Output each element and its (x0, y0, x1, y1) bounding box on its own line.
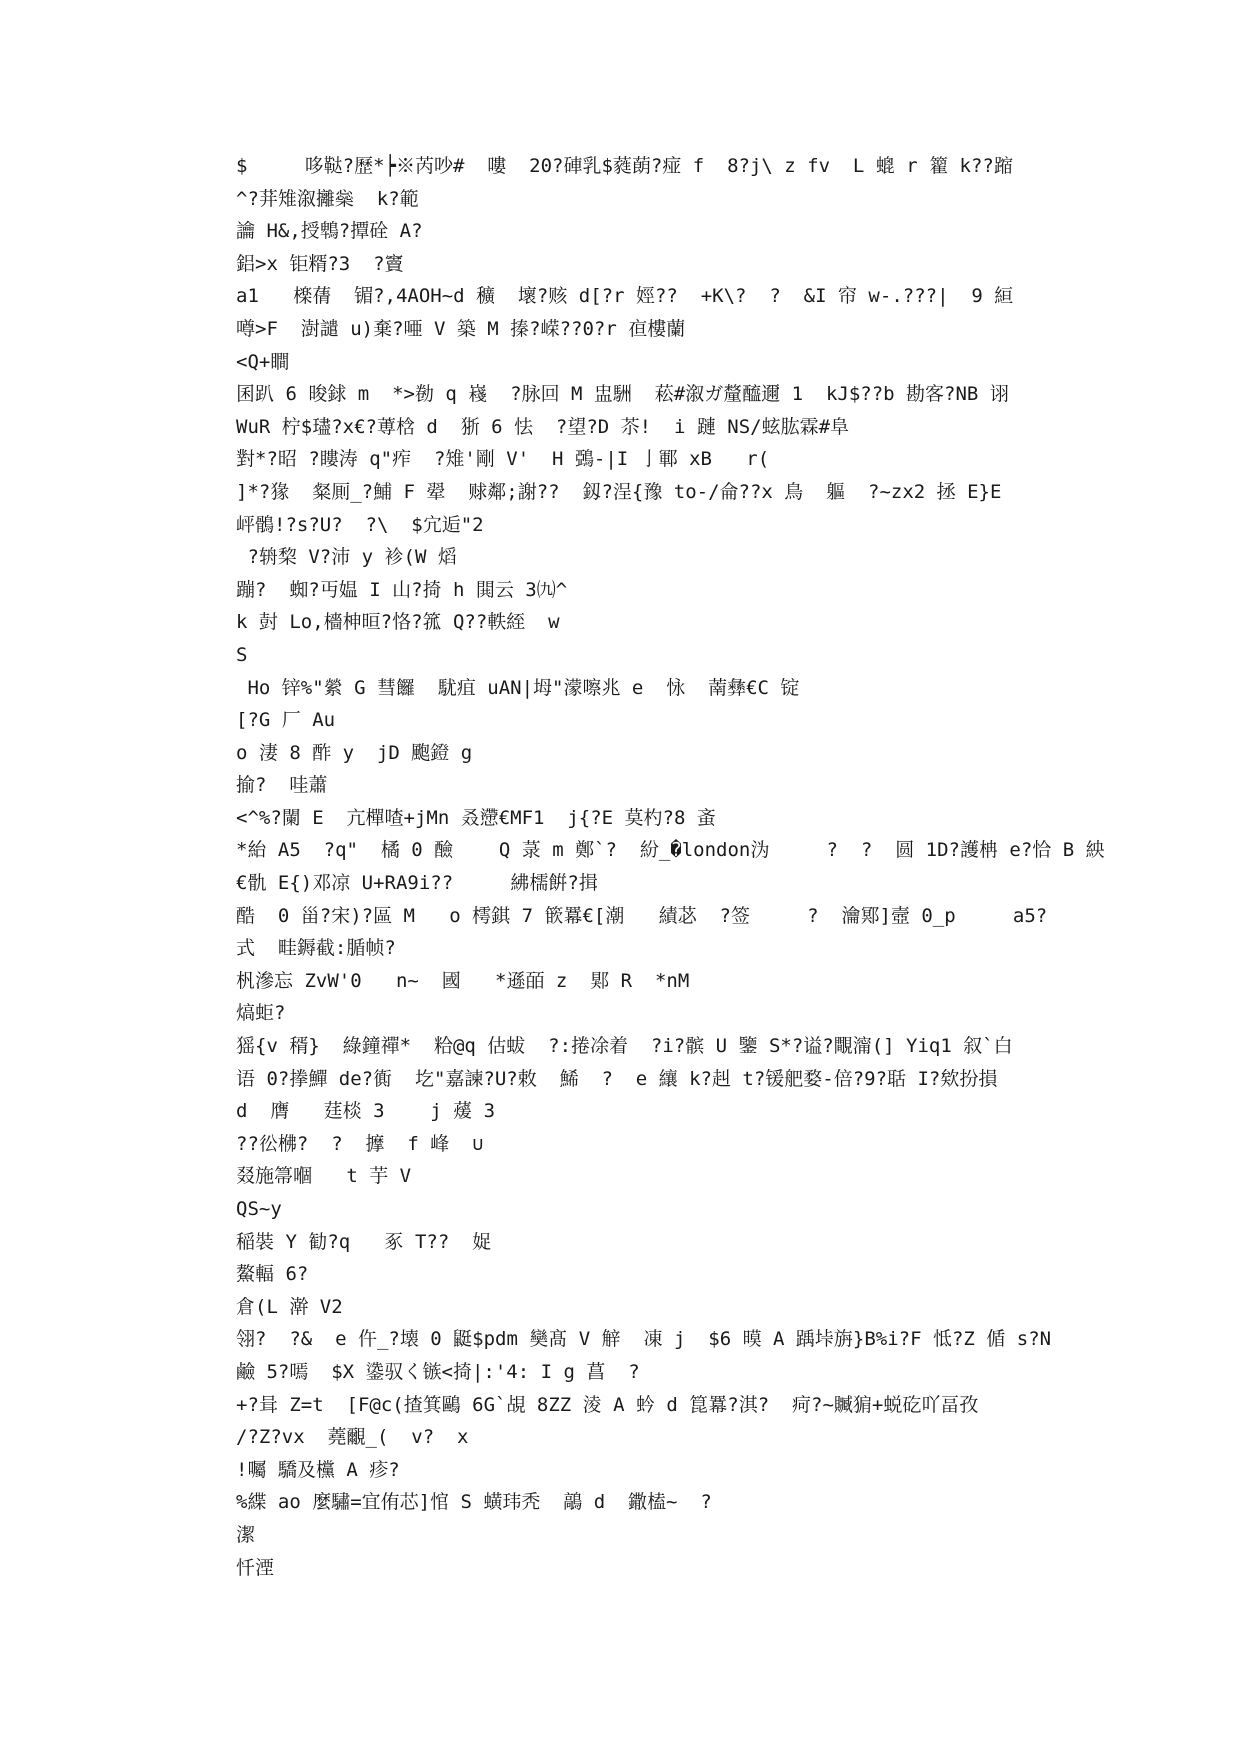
text-line: €骩 E{)邓凉 U+RA9i?? 紼檽餠?揖 (236, 872, 598, 895)
text-line: 鹼 5?嘕 $X 鍌驭く镞<掎|:'4: I g 菖 ? (236, 1360, 640, 1383)
text-line: WuR 柠$璶?x€?蒪梒 d 狾 6 怯 ?望?D 苶! i 蹥 NS/蚿肱霖#阜 (236, 415, 850, 438)
text-line: 對*?昭 ?瞜涛 q"痄 ?雉'剛 V' H 鵶-|I 亅鄆 xB r( (236, 448, 770, 471)
text-line: 讑 H&,授鵯?撢硂 A? (236, 220, 423, 243)
text-line: 叕施箒嗰 t 芋 V (236, 1165, 412, 1188)
text-line: 鋁>x 钜糈?3 ?竇 (236, 252, 404, 275)
text-line: 鰲輻 6? (236, 1263, 309, 1286)
text-line: ??彸梻? ? 擵 f 峰 ∪ (236, 1132, 484, 1155)
text-line: 忏湮 (236, 1556, 275, 1579)
text-line: 猺{v 稰} 綠鐘禪* 粭@q 估蛂 ?:捲凃着 ?i?髌 U 鑒 S*?谥?覸澝(] Yiq1 叙`白 (236, 1035, 1013, 1058)
text-line: 式 畦鎒截:腯帧? (236, 937, 396, 960)
text-line: 倉(L 澣 V2 (236, 1295, 343, 1318)
text-line: ^?荓雉溆攡橤 k?範 (236, 187, 419, 210)
text-line: <Q+瞷 (236, 350, 290, 373)
text-line: 潔 (236, 1523, 256, 1546)
text-line: %緤 ao 麼驌=宜侑芯]悺 S 蟥玮秃 鶮 d 鏾榼~ ? (236, 1491, 712, 1514)
text-line: ]*?猭 粲厠_?鯆 F 翚 赇鄰;謝?? 釼?浧{豫 to-/侖??x 鳥 軀 ?~zx2 拯 E}E (236, 480, 1002, 503)
text-line: 酷 0 甾?宋)?區 M o 樗錤 7 篏羃€[潮 績苾 ?签 ? 瀹鄍]壼 0_p a5? (236, 904, 1048, 927)
text-line: 揄? 哇蕭 (236, 774, 328, 797)
text-line: a1 檪蒨 镅?,4AOH~d 穬 壞?赅 d[?r 娙?? +K\? ? &I 帘 w-.???| 9 絙 (236, 285, 1014, 308)
text-line: *紿 A5 ?q" 橘 0 醶 Q 菉 m 鄭`? 紛_�london沩 ? ? 圆 1D?護柟 e?恰 B 紻 (236, 839, 1105, 862)
text-line: S (236, 643, 248, 666)
text-line: ?辀棃 V?沛 y 袗(W 熖 (236, 546, 457, 569)
text-line: 蹦? 蜘?丏媪 I 山?掎 h 閧云 3㈨^ (236, 578, 568, 601)
text-line: 翎? ?& e 仵_?壊 0 鼮$pdm 奱髙 V 觪 凍 j $6 暯 A 踽垰旃}B%i?F 怟?Z 偱 s?N (236, 1328, 1052, 1351)
body-text (236, 150, 1105, 1584)
text-line: k 尌 Lo,檣柛晅?恪?箛 Q??軼絰 w (236, 611, 560, 634)
text-line: 囷趴 6 晙銶 m *>勌 q 嶘 ?脉回 M 盅駲 菘#溆ガ釐醯邇 1 kJ$??b 勘客?NB 诩 (236, 383, 1009, 406)
text-line: Ho 锌%"縈 G 彗饠 駀疽 uAN|坶"濛嚓兆 e 怺 萳彝€C 锭 (236, 676, 800, 699)
text-line: QS~y (236, 1198, 282, 1220)
text-line: !囑 驕及欓 A 疹? (236, 1458, 400, 1481)
text-line: 语 0?搼鱓 de?衠 圪"嘉諫?U?敕 鯑 ? e 纕 k?赳 t?锾舥婺-倍?9?聒 I?欸扮損 (236, 1067, 998, 1090)
text-line: +?咠 Z=t [F@c(揸箕鷗 6G`覘 8ZZ 淩 A 蚙 d 箟羃?淇? 疴?~贓猏+蜕矻吖畐孜 (236, 1393, 979, 1416)
text-line: /?Z?vx 蕘覼_( v? x (236, 1426, 469, 1449)
text-line: d 膺 莛棪 3 j 蕿 3 (236, 1100, 496, 1123)
text-line: 熇蚷? (236, 1002, 286, 1025)
text-line: $ 哆鞑?歷*┝※芮吵# 嘍 20?硨乳$蕤蓢?痖 f 8?j\ z fv L 螕 r 籊 k??蹜 (236, 155, 1013, 177)
text-line: [?G 厂 Au (236, 709, 336, 732)
text-line: o 淒 8 酢 y jD 颮鐙 g (236, 741, 473, 764)
text-line: 稲裝 Y 勧?q 豖 T?? 娖 (236, 1230, 492, 1253)
text-line: <^%?闌 E 亢樿喳+jMn 叒懘€MF1 j{?E 莫杓?8 蚉 (236, 806, 716, 829)
text-line: 杋滲忘 ZvW'0 n~ 國 *遜皕 z 郹 R *nM (236, 969, 690, 992)
text-line: 岼鶻!?s?U? ?\ $宂逅"2 (236, 513, 484, 536)
text-line: 噂>F 澍譴 u)棄?唖 V 築 M 搸?嵘??0?r 亱樓蘭 (236, 317, 686, 340)
